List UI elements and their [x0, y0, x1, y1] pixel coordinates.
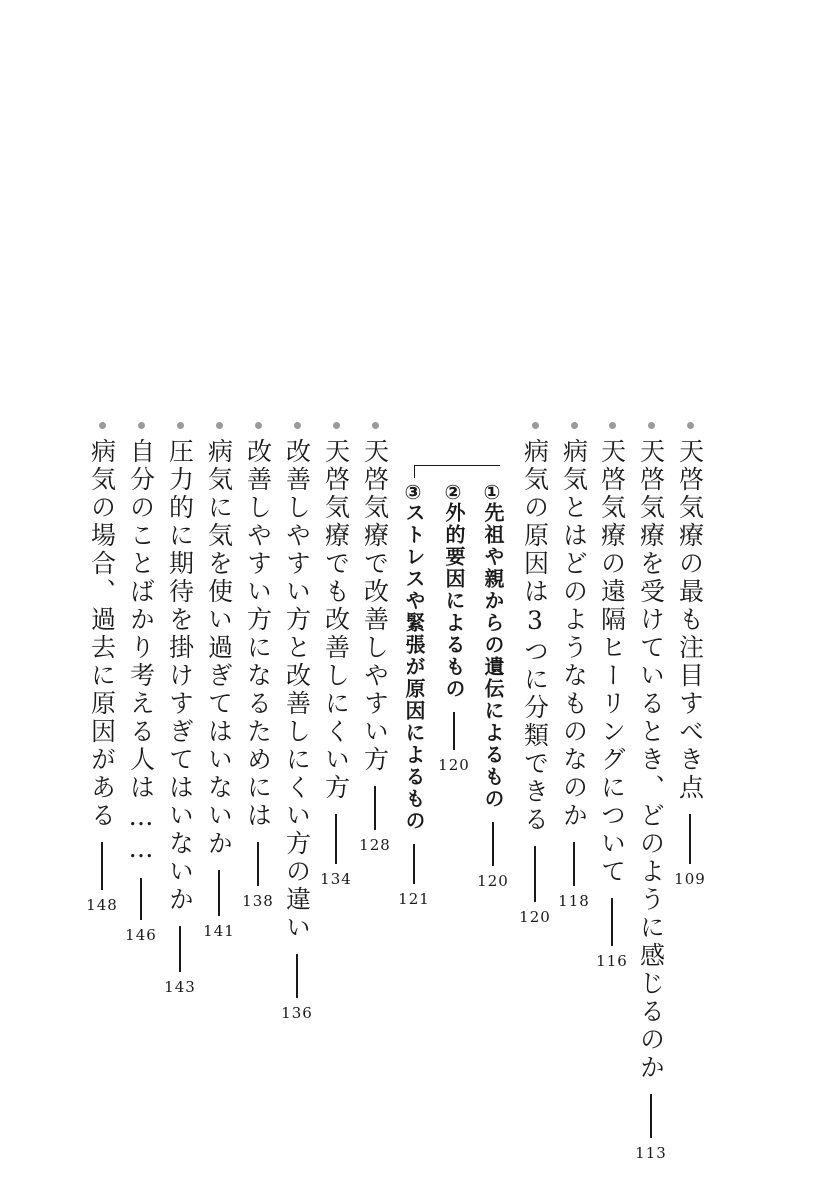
entry-title: 改善しやすい方と改善しにくい方の違い: [282, 438, 312, 942]
page-number: 128: [359, 836, 391, 854]
page-number: 141: [203, 922, 235, 940]
page-number: 118: [558, 892, 590, 910]
toc-entry-2[interactable]: [633, 422, 669, 1162]
leader-line: [257, 842, 259, 886]
entry-title: [404, 482, 424, 832]
toc-subentry-2[interactable]: [436, 482, 472, 774]
page-number: 116: [596, 952, 628, 970]
bullet-icon: [294, 422, 301, 429]
entry-title: 病気とはどのようなものなのか: [559, 438, 589, 830]
toc-entry-12[interactable]: [123, 422, 159, 944]
bullet-icon: [609, 422, 616, 429]
sub-items-bracket: [414, 465, 500, 466]
bullet-icon: [333, 422, 340, 429]
page-number: 120: [477, 872, 509, 890]
entry-title: 改善しやすい方になるためには: [243, 438, 273, 830]
leader-line: [140, 878, 142, 920]
bullet-icon: [255, 422, 262, 429]
bullet-icon: [648, 422, 655, 429]
toc-entry-4[interactable]: [556, 422, 592, 910]
page-number: 146: [125, 926, 157, 944]
entry-title-text: ストレスや緊張が原因によるもの: [402, 502, 426, 832]
toc-entry-11[interactable]: [162, 422, 198, 996]
circled-number-marker: ①: [483, 480, 503, 504]
entry-title: 天啓気療で改善しやすい方: [360, 438, 390, 774]
toc-subentry-3[interactable]: [396, 482, 432, 908]
entry-title: 天啓気療を受けているとき、どのように感じるのか: [636, 438, 666, 1082]
toc-entry-5[interactable]: [517, 422, 553, 926]
leader-line: [453, 712, 455, 750]
page-number: 136: [281, 1004, 313, 1022]
leader-line: [413, 844, 415, 884]
toc-entry-3[interactable]: [594, 422, 630, 970]
leader-line: [650, 1094, 652, 1138]
toc-entry-6[interactable]: [357, 422, 393, 854]
bullet-icon: [372, 422, 379, 429]
entry-title: 天啓気療でも改善しにくい方: [321, 438, 351, 802]
circled-number-marker: ②: [444, 480, 464, 504]
entry-title: 天啓気療の最も注目すべき点: [675, 438, 705, 802]
leader-line: [296, 954, 298, 998]
toc-subentry-1[interactable]: [475, 482, 511, 890]
page-number: 148: [86, 896, 118, 914]
entry-title-text: 先祖や親からの遺伝によるもの: [481, 502, 505, 810]
leader-line: [335, 814, 337, 864]
bullet-icon: [177, 422, 184, 429]
entry-title: 天啓気療の遠隔ヒーリングについて: [597, 438, 627, 886]
leader-line: [573, 842, 575, 886]
entry-title-text: 外的要因によるもの: [442, 502, 466, 700]
entry-title: 病気の場合、過去に原因がある: [87, 438, 117, 830]
bullet-icon: [99, 422, 106, 429]
entry-title: 圧力的に期待を掛けすぎてはいないか: [165, 438, 195, 914]
page-number: 120: [438, 756, 470, 774]
page-number: 121: [398, 890, 430, 908]
page-number: 134: [320, 870, 352, 888]
toc-entry-13[interactable]: [84, 422, 120, 914]
bullet-icon: [687, 422, 694, 429]
leader-line: [218, 870, 220, 916]
bullet-icon: [571, 422, 578, 429]
circled-number-marker: ③: [404, 480, 424, 504]
toc-entry-1[interactable]: [672, 422, 708, 888]
leader-line: [179, 926, 181, 972]
page-number: 120: [519, 908, 551, 926]
toc-entry-8[interactable]: [279, 422, 315, 1022]
page-number: 138: [242, 892, 274, 910]
leader-line: [534, 846, 536, 902]
toc-entry-7[interactable]: [318, 422, 354, 888]
toc-entry-10[interactable]: [201, 422, 237, 940]
leader-line: [492, 822, 494, 866]
leader-line: [611, 898, 613, 946]
entry-title: 病気の原因は3つに分類できる: [520, 438, 550, 834]
bullet-icon: [532, 422, 539, 429]
toc-entry-9[interactable]: [240, 422, 276, 910]
page-number: 113: [635, 1144, 667, 1162]
entry-title: 病気に気を使い過ぎてはいないか: [204, 438, 234, 858]
page-number: 109: [674, 870, 706, 888]
page-number: 143: [164, 978, 196, 996]
leader-line: [101, 842, 103, 890]
leader-line: [689, 814, 691, 864]
entry-title: 自分のことばかり考える人は……: [126, 438, 156, 866]
entry-title: [483, 482, 503, 810]
bullet-icon: [138, 422, 145, 429]
entry-title: [444, 482, 464, 700]
bullet-icon: [216, 422, 223, 429]
leader-line: [374, 786, 376, 830]
